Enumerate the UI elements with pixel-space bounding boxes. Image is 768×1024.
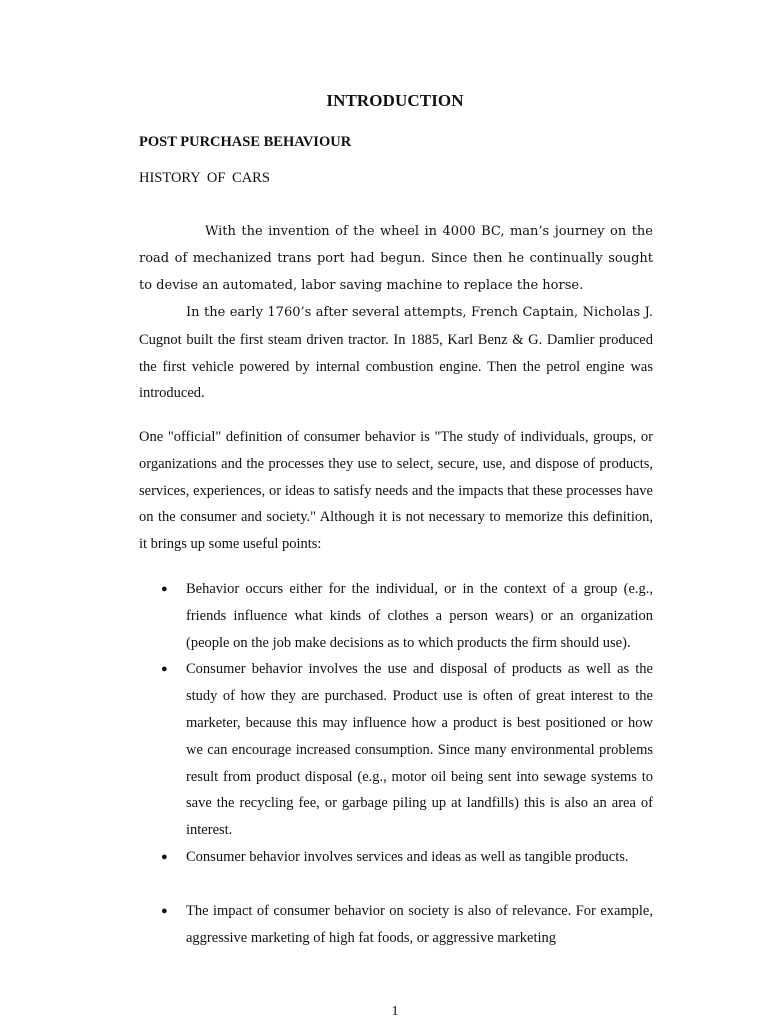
document-title: INTRODUCTION [326, 91, 464, 110]
list-item-text: Behavior occurs either for the individual, or in the context of a group (e.g., friends influence what kinds of clothes a person wears) or an organization (people on the job make decisions as to which products the firm should use). [186, 581, 653, 651]
paragraph-consumer-definition: One "official" definition of consumer behavior is "The study of individuals, groups, or organizations and the processes they use to select, secure, use, and dispose of products, services, experiences, or ideas to satisfy needs and the impacts that these processes have on the consumer and society." Although it is not necessary to memorize this definition, it brings up some useful points: [139, 429, 653, 553]
list-item [139, 844, 653, 871]
paragraph-wheel-history: With the invention of the wheel in 4000 BC, man’s journey on the road of mechanized trans port had begun. Since then he continually sought to devise an automated, labor saving machine to replace the horse. [139, 224, 653, 293]
paragraph-steam-tractor-lead: In the early 1760’s after several attempts, French Captain, Nicholas J. [186, 305, 653, 320]
page-number: 1 [391, 1004, 399, 1019]
bullet-icon: ● [161, 904, 168, 917]
list-item-text: Consumer behavior involves services and ideas as well as tangible products. [186, 848, 629, 865]
bullet-icon: ● [161, 583, 168, 595]
section-subheading: HISTORY OF CARS [139, 170, 270, 186]
paragraph-steam-tractor [139, 299, 653, 407]
bullet-icon: ● [161, 850, 168, 863]
list-item-text: The impact of consumer behavior on society is also of relevance. For example, aggressive marketing of high fat foods, or aggressive marketing [186, 902, 653, 946]
list-item [139, 898, 653, 952]
list-item [139, 576, 653, 656]
section-heading: POST PURCHASE BEHAVIOUR [139, 134, 352, 150]
paragraph-steam-tractor-body: Cugnot built the first steam driven tractor. In 1885, Karl Benz & G. Damlier produced the first vehicle powered by internal combustion engine. Then the petrol engine was introduced. [139, 331, 653, 402]
bullet-icon: ● [161, 663, 168, 676]
bullet-list [139, 576, 653, 951]
list-item-text: Consumer behavior involves the use and disposal of products as well as the study of how they are purchased. Product use is often of great interest to the marketer, because this may influence how a product is best positioned or how we can encourage increased consumption. Since many environmental problems result from product disposal (e.g., motor oil being sent into sewage systems to save the recycling fee, or garbage piling up at landfills) this is also an area of interest. [186, 661, 653, 839]
list-item [139, 656, 653, 844]
